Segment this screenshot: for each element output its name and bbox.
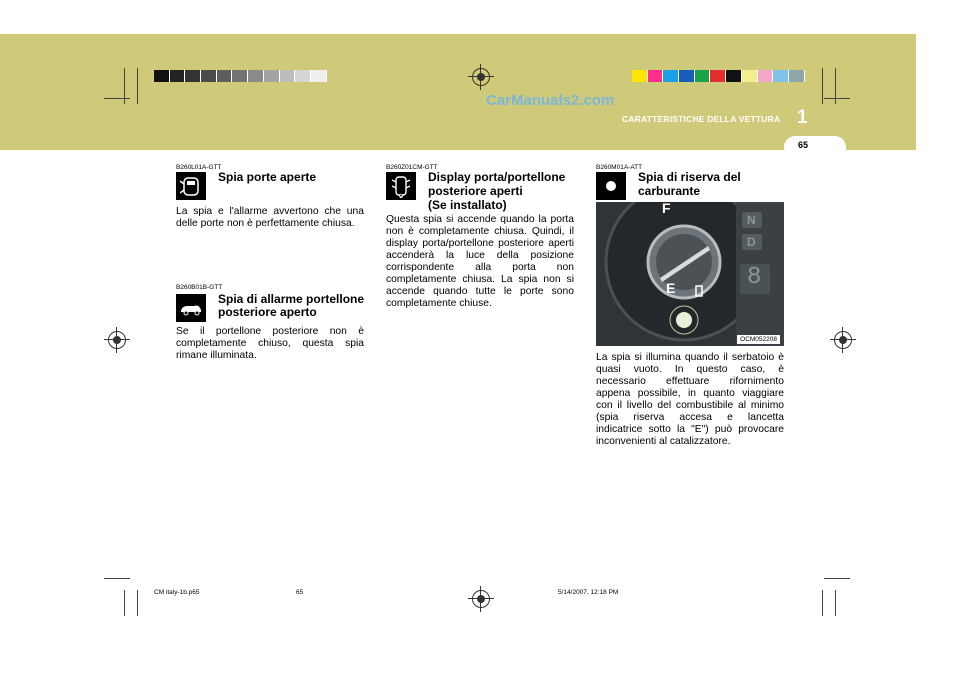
section-code: B260L01A-GTT xyxy=(176,164,222,171)
gray-swatch xyxy=(232,70,248,82)
crop-mark xyxy=(104,98,130,99)
section-code: B260Z01CM-GTT xyxy=(386,164,438,171)
gray-swatch xyxy=(185,70,201,82)
gray-swatch xyxy=(201,70,217,82)
crop-mark xyxy=(124,68,125,104)
registration-mark-top xyxy=(472,68,490,86)
shift-display-digit: 8 xyxy=(747,264,762,291)
section-text: Se il portellone posteriore non è completamente chiuso, questa spia rimane illuminata. xyxy=(176,326,364,361)
gray-swatch xyxy=(217,70,233,82)
section-title-line3: (Se installato) xyxy=(428,198,507,212)
section-text: La spia si illumina quando il serbatoio è quasi vuoto. In questo caso, è necessario effettuare rifornimento appena possibile, in quanto viaggiare con il livello del combustibile al minimo (spia riserva accesa e lancetta indicatrice sotto la "E") può provocare inconvenienti al catalizzatore. xyxy=(596,352,784,447)
section-text: Questa spia si accende quando la porta non è completamente chiusa. Quindi, il display porta/portellone posteriore aperti accenderà la luce della posizione corrispondente alla porta non completamente chiusa. La spia non si accende quando tutte le porte sono completamente chiuse. xyxy=(386,214,574,309)
page-tab xyxy=(784,136,846,158)
section-header: CARATTERISTICHE DELLA VETTURA xyxy=(622,114,781,124)
shift-mark-d: D xyxy=(747,235,756,249)
color-calibration-bars xyxy=(632,70,805,82)
section-title: Spia di allarme portellone posteriore aperto xyxy=(218,292,365,319)
photo-label: OCM052208 xyxy=(737,335,780,344)
color-swatch xyxy=(789,70,805,82)
trunk-open-icon xyxy=(176,294,206,322)
fuel-pump-icon xyxy=(596,172,626,200)
crop-mark xyxy=(835,68,836,104)
crop-mark xyxy=(124,590,125,616)
registration-mark-left xyxy=(108,331,126,349)
gray-swatch xyxy=(311,70,327,82)
color-swatch xyxy=(758,70,774,82)
color-swatch xyxy=(663,70,679,82)
crop-mark xyxy=(824,98,850,99)
section-title: Spia porte aperte xyxy=(218,170,317,184)
crop-mark xyxy=(824,578,850,579)
crop-mark xyxy=(835,590,836,616)
section-code: B260M01A-ATT xyxy=(596,164,643,171)
gauge-mark-full: F xyxy=(662,202,671,216)
section-title-line2: posteriore aperti xyxy=(428,184,523,198)
color-swatch xyxy=(742,70,758,82)
crop-mark xyxy=(137,68,138,104)
footer-date: 5/14/2007, 12:18 PM xyxy=(558,589,619,596)
color-swatch xyxy=(773,70,789,82)
section-code: B260B01B-GTT xyxy=(176,284,223,291)
gray-swatch xyxy=(295,70,311,82)
page-number: 65 xyxy=(798,140,809,150)
shift-mark-n: N xyxy=(747,213,756,227)
watermark[interactable]: CarManuals2.com xyxy=(486,92,615,109)
color-swatch xyxy=(632,70,648,82)
footer-file: CM italy-1b.p65 xyxy=(154,589,200,596)
section-title-line1: Display porta/portellone xyxy=(428,170,566,184)
section-title-line1: Spia di riserva del xyxy=(638,170,741,184)
color-swatch xyxy=(679,70,695,82)
registration-mark-right xyxy=(834,331,852,349)
footer-page: 65 xyxy=(296,589,304,596)
gray-swatch xyxy=(264,70,280,82)
color-swatch xyxy=(726,70,742,82)
gray-swatch xyxy=(280,70,296,82)
color-swatch xyxy=(695,70,711,82)
gray-calibration-bars xyxy=(154,70,327,82)
section-title-line2: carburante xyxy=(638,184,701,198)
gray-swatch xyxy=(170,70,186,82)
chapter-number: 1 xyxy=(797,107,808,128)
crop-mark xyxy=(822,68,823,104)
section-text: La spia e l'allarme avvertono che una delle porte non è perfettamente chiusa. xyxy=(176,206,364,229)
fuel-gauge-photo xyxy=(596,202,784,346)
crop-mark xyxy=(104,578,130,579)
door-open-icon xyxy=(176,172,206,200)
gray-swatch xyxy=(154,70,170,82)
gauge-mark-empty: E xyxy=(666,280,676,296)
registration-mark-bottom xyxy=(472,590,490,608)
crop-mark xyxy=(822,590,823,616)
doors-display-icon xyxy=(386,172,416,200)
gray-swatch xyxy=(248,70,264,82)
color-swatch xyxy=(648,70,664,82)
crop-mark xyxy=(137,590,138,616)
color-swatch xyxy=(710,70,726,82)
